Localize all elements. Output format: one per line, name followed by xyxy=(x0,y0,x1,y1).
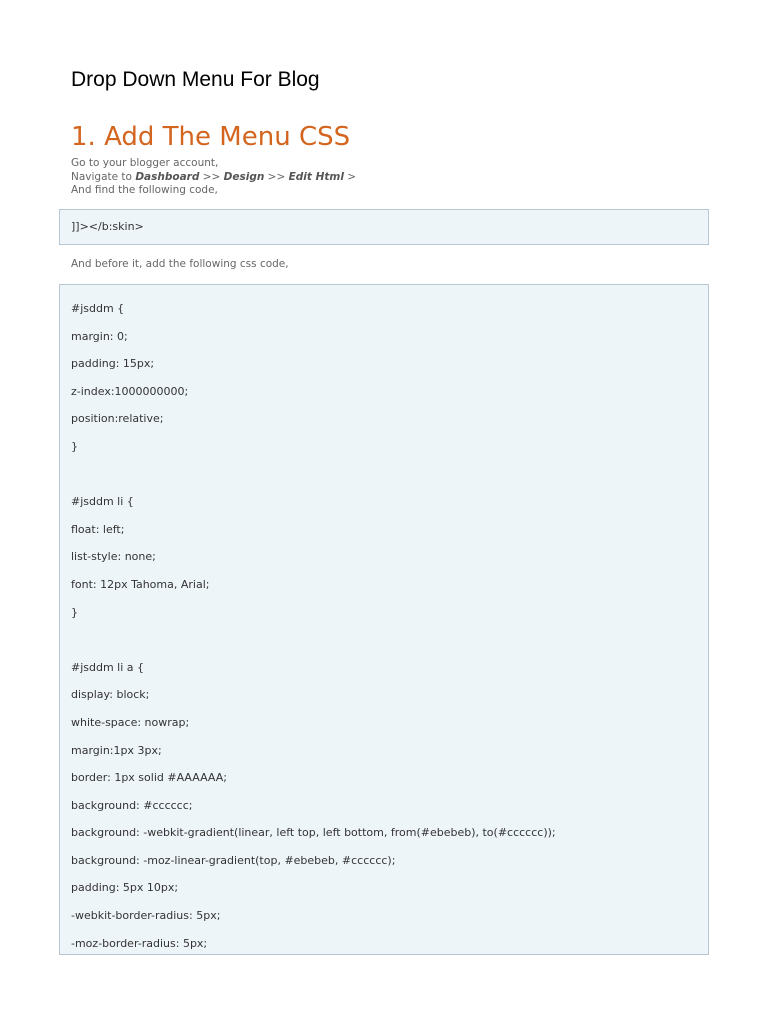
code-line: -webkit-border-radius: 5px; xyxy=(71,909,221,923)
nav-separator: >> xyxy=(264,170,289,183)
section-heading: 1. Add The Menu CSS xyxy=(71,122,351,152)
code-line: #jsddm { xyxy=(71,302,125,315)
nav-edit-html: Edit Html xyxy=(288,170,344,183)
code-line xyxy=(71,626,556,654)
code-line: list-style: none; xyxy=(71,550,156,564)
code-line: background: #cccccc; xyxy=(71,798,193,812)
code-line: white-space: nowrap; xyxy=(71,715,190,729)
code-line: position:relative; xyxy=(71,412,164,426)
code-line: } xyxy=(71,439,78,453)
code-line: margin: 0; xyxy=(71,329,128,343)
between-instruction: And before it, add the following css code, xyxy=(71,258,289,270)
nav-design: Design xyxy=(223,170,265,183)
code-line: display: block; xyxy=(71,688,150,702)
nav-dashboard: Dashboard xyxy=(135,170,200,183)
find-code-box xyxy=(59,209,709,245)
code-line: padding: 5px 10px; xyxy=(71,881,179,895)
code-line: font: 12px Tahoma, Arial; xyxy=(71,577,210,591)
code-line: #jsddm li { xyxy=(71,495,134,509)
css-code-lines xyxy=(71,295,556,957)
find-code-text: ]]></b:skin> xyxy=(71,220,144,233)
code-line: #jsddm li a { xyxy=(71,660,145,674)
code-line: background: -moz-linear-gradient(top, #ebebeb, #cccccc); xyxy=(71,853,396,867)
nav-prefix: Navigate to xyxy=(71,170,136,183)
code-line xyxy=(71,461,556,489)
code-line: padding: 15px; xyxy=(71,357,155,371)
instruction-navigation xyxy=(71,171,356,185)
instruction-line-3: And find the following code, xyxy=(71,184,218,196)
code-line: border: 1px solid #AAAAAA; xyxy=(71,771,227,785)
nav-separator: >> xyxy=(199,170,224,183)
code-line: z-index:1000000000; xyxy=(71,384,189,398)
instructions xyxy=(71,157,356,198)
instruction-line-1: Go to your blogger account, xyxy=(71,157,219,169)
code-line: -moz-border-radius: 5px; xyxy=(71,936,208,950)
document-title: Drop Down Menu For Blog xyxy=(71,68,320,91)
code-line: margin:1px 3px; xyxy=(71,743,162,757)
code-line: } xyxy=(71,605,78,619)
code-line: background: -webkit-gradient(linear, left top, left bottom, from(#ebebeb), to(#cccccc)); xyxy=(71,826,556,840)
nav-suffix: > xyxy=(343,170,357,183)
css-code-box xyxy=(59,284,709,955)
code-line: float: left; xyxy=(71,522,125,536)
